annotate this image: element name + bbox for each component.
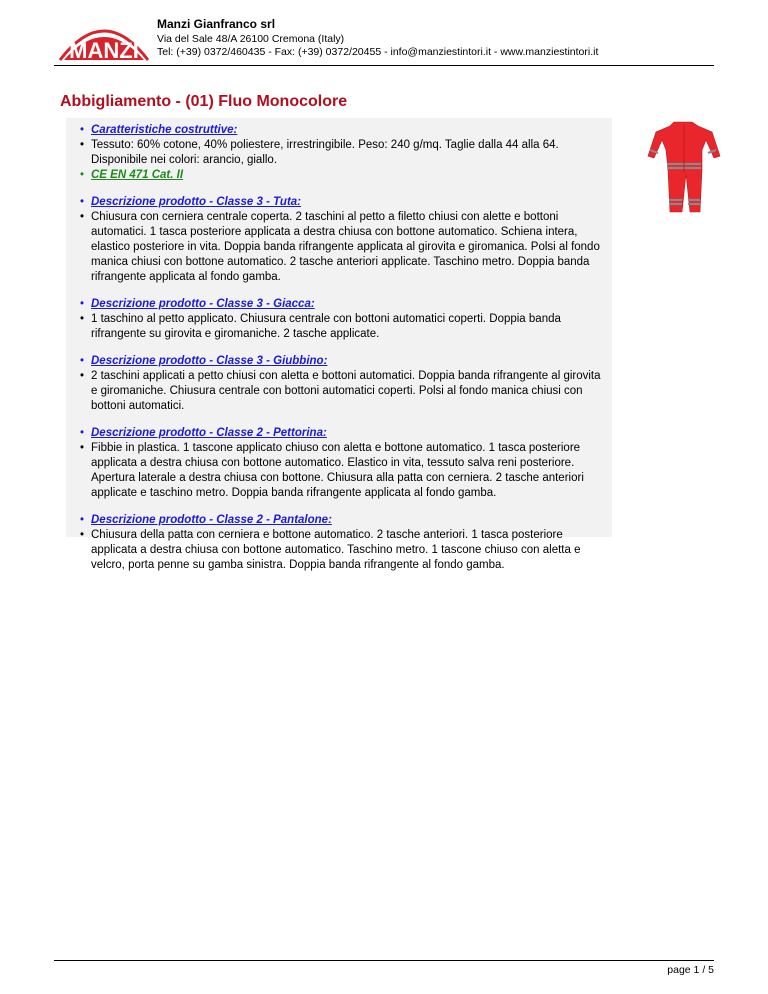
footer-divider	[54, 960, 714, 961]
section-text: • Tessuto: 60% cotone, 40% poliestere, irrestringibile. Peso: 240 g/mq. Taglie dalla 44 alla 64. Disponibile nei colori: arancio, giallo.	[80, 138, 608, 168]
company-name: Manzi Gianfranco srl	[157, 17, 276, 31]
description-list	[80, 123, 608, 585]
company-contacts: Tel: (+39) 0372/460435 - Fax: (+39) 0372/20455 - info@manziestintori.it - www.manziestintori.it	[157, 46, 599, 58]
section-giacca	[80, 297, 608, 342]
section-text: • Fibbie in plastica. 1 tascone applicato chiuso con aletta e bottone automatico. 1 tasca posteriore applicata a destra chiusa con bottone automatico. Elastico in vita, tessuto salva reni posteriore. Apertura laterale a destra chiusa con bottone. Chiusura alla patta con cerniera. 2 tasche anteriori applicate e taschino metro. Doppia banda rifrangente applicata al fondo gamba.	[80, 441, 608, 501]
section-text: • Chiusura della patta con cerniera e bottone automatico. 2 tasche anteriori. 1 tasca posteriore applicata a destra chiusa con bottone automatico. Taschino metro. 1 tascone chiuso con aletta e velcro, porta penne su gamba sinistra. Doppia banda rifrangente al fondo gamba.	[80, 528, 608, 573]
section-heading-link[interactable]: Caratteristiche costruttive:	[91, 124, 238, 136]
page-header	[54, 8, 714, 64]
header-divider	[54, 65, 714, 66]
section-heading-link[interactable]: Descrizione prodotto - Classe 3 - Giubbino:	[91, 355, 328, 367]
section-tuta	[80, 195, 608, 285]
section-pettorina	[80, 426, 608, 501]
section-text: • 1 taschino al petto applicato. Chiusura centrale con bottoni automatici coperti. Doppia banda rifrangente su girovita e giromaniche. 2 tasche applicate.	[80, 312, 608, 342]
section-heading-link[interactable]: Descrizione prodotto - Classe 3 - Tuta:	[91, 196, 302, 208]
certification-link[interactable]: CE EN 471 Cat. II	[91, 169, 184, 181]
section-heading-link[interactable]: Descrizione prodotto - Classe 3 - Giacca:	[91, 298, 315, 310]
page-number: page 1 / 5	[667, 964, 714, 976]
section-heading-link[interactable]: Descrizione prodotto - Classe 2 - Pettorina:	[91, 427, 327, 439]
company-address: Via del Sale 48/A 26100 Cremona (Italy)	[157, 33, 345, 45]
section-giubbino	[80, 354, 608, 414]
section-text: • 2 taschini applicati a petto chiusi con aletta e bottoni automatici. Doppia banda rifrangente al girovita e giromaniche. Chiusura centrale con bottoni automatici coperti. Polsi al fondo manica chiusi con bottoni automatici.	[80, 369, 608, 414]
logo-text: MANZI	[69, 38, 139, 63]
coverall-product-image	[640, 116, 726, 216]
manzi-logo	[54, 12, 154, 68]
section-caratteristiche	[80, 123, 608, 183]
page-title: Abbigliamento - (01) Fluo Monocolore	[60, 93, 348, 110]
section-pantalone	[80, 513, 608, 573]
section-heading-link[interactable]: Descrizione prodotto - Classe 2 - Pantalone:	[91, 514, 332, 526]
section-text: • Chiusura con cerniera centrale coperta. 2 taschini al petto a filetto chiusi con alette e bottoni automatici. 1 tasca posteriore applicata a destra chiusa con bottone automatico. Schiena intera, elastico posteriore in vita. Doppia banda rifrangente applicata al girovita e giromanica. Polsi al fondo manica chiusi con bottone automatico. 2 tasche anteriori applicate. Taschino metro. Doppia banda rifrangente applicata al fondo gamba.	[80, 210, 608, 285]
